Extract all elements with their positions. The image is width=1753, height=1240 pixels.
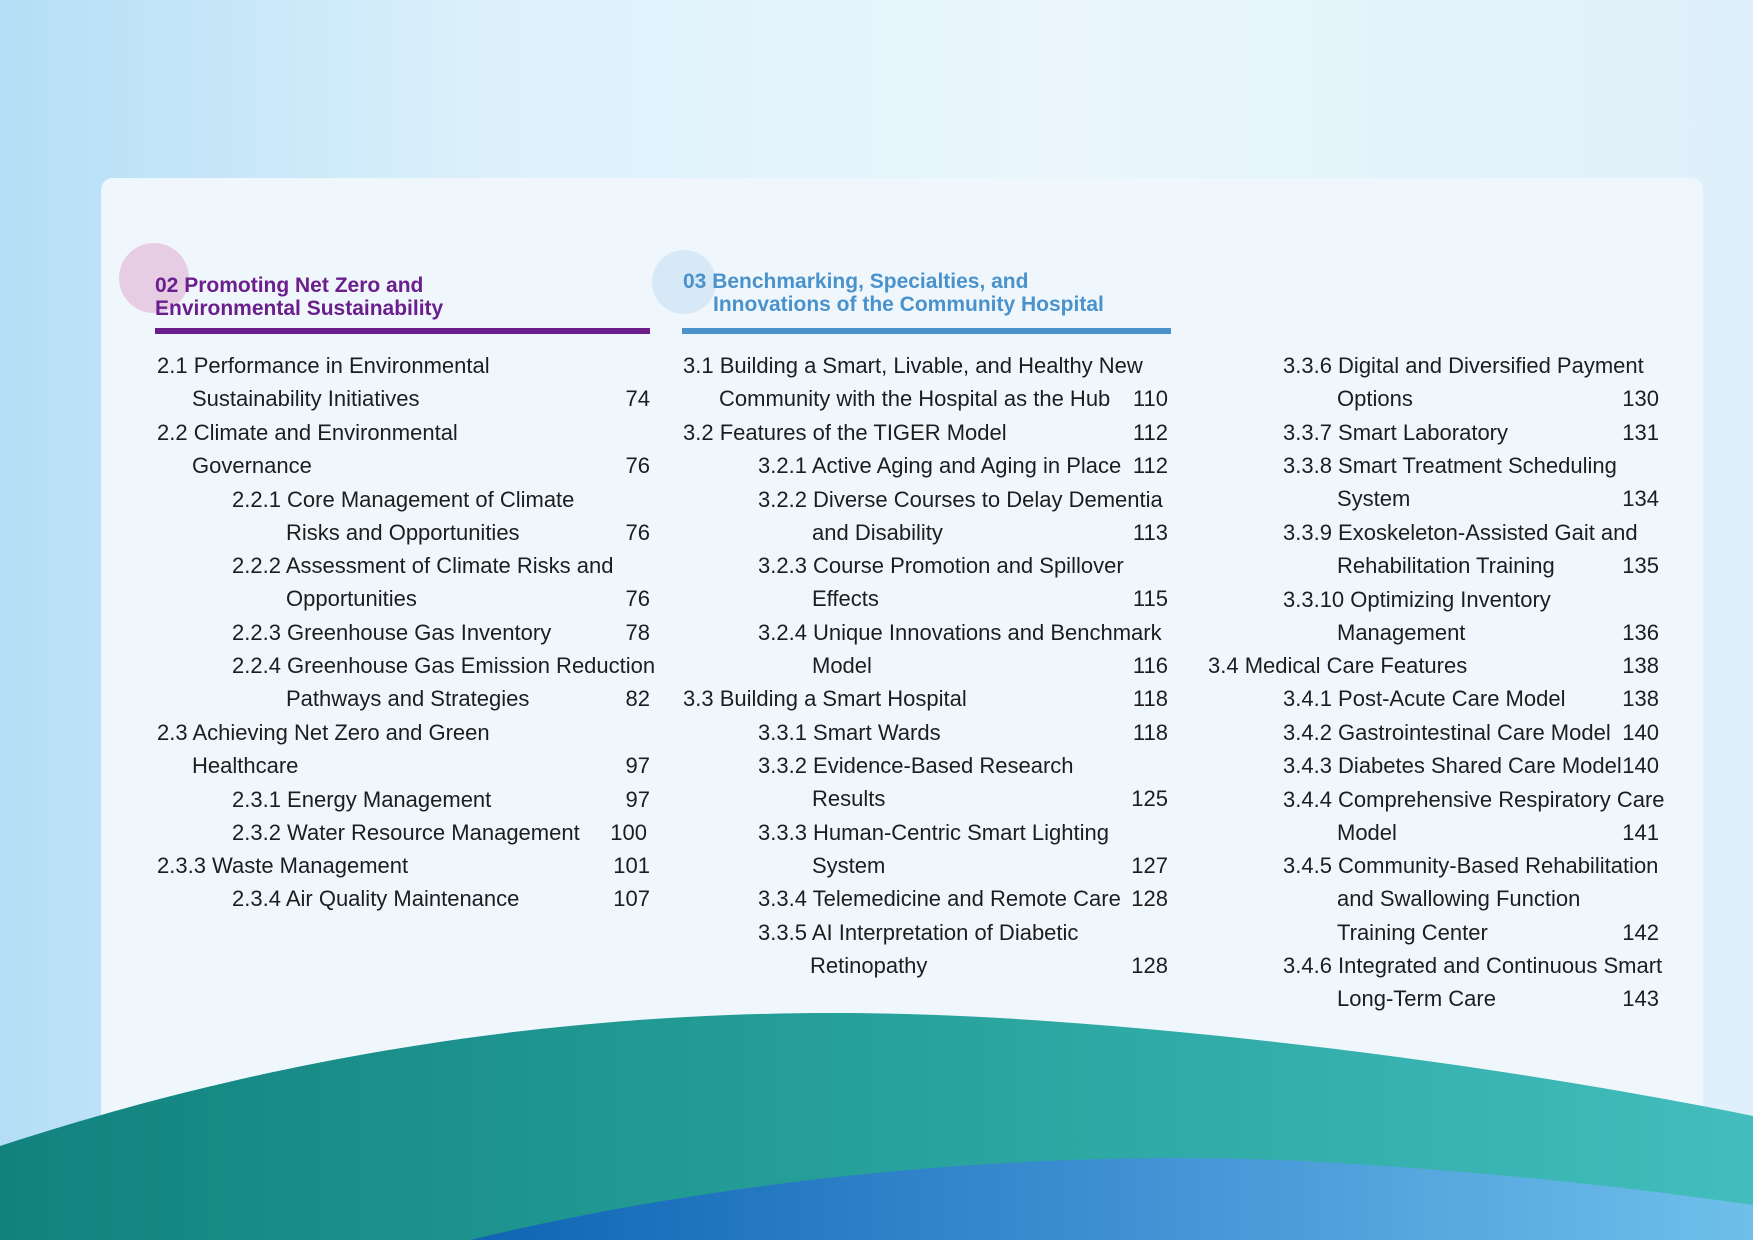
toc-page-number: 135 bbox=[1622, 553, 1659, 579]
toc-entry-title: 3.4.3 Diabetes Shared Care Model bbox=[1283, 753, 1622, 778]
toc-page-number: 130 bbox=[1622, 386, 1659, 412]
toc-page-number: 100 bbox=[610, 820, 647, 845]
toc-page-number: 138 bbox=[1622, 686, 1659, 711]
toc-entry-title: 3.4.1 Post-Acute Care Model bbox=[1283, 686, 1566, 711]
toc-entry-title: System bbox=[1337, 486, 1411, 512]
section-03-heading-line-1: 03 Benchmarking, Specialties, and bbox=[683, 270, 1029, 293]
toc-page-number: 82 bbox=[625, 686, 650, 712]
toc-entry-title: Long-Term Care bbox=[1337, 986, 1496, 1012]
toc-page-number: 140 bbox=[1622, 753, 1659, 778]
toc-page-number: 113 bbox=[1132, 520, 1168, 546]
toc-page-number: 78 bbox=[625, 620, 650, 645]
section-03-rule bbox=[682, 328, 1171, 334]
toc-entry-title: Retinopathy bbox=[810, 953, 928, 979]
toc-entry-title: Model bbox=[1337, 820, 1397, 846]
toc-entry-title: 3.4 Medical Care Features bbox=[1208, 653, 1468, 678]
toc-entry-title: 2.3.4 Air Quality Maintenance bbox=[232, 886, 520, 911]
toc-page-number: 97 bbox=[625, 753, 650, 779]
toc-entry-title: 2.2.3 Greenhouse Gas Inventory bbox=[232, 620, 552, 645]
toc-entry-title: 2.2.4 Greenhouse Gas Emission Reduction bbox=[232, 653, 656, 678]
toc-entry-title: 2.3 Achieving Net Zero and Green bbox=[157, 720, 490, 745]
toc-page-number: 76 bbox=[625, 586, 650, 612]
toc-entry-title: 3.3.3 Human-Centric Smart Lighting bbox=[758, 820, 1109, 845]
toc-entry-title: 2.2.1 Core Management of Climate bbox=[232, 487, 575, 512]
toc-entry-title: 3.3.2 Evidence-Based Research bbox=[758, 753, 1074, 778]
toc-entry-title: 3.3.6 Digital and Diversified Payment bbox=[1283, 353, 1644, 378]
toc-entry-title: Governance bbox=[192, 453, 312, 479]
toc-entry-title: 2.3.2 Water Resource Management bbox=[232, 820, 580, 845]
toc-entry-title: Community with the Hospital as the Hub bbox=[719, 386, 1111, 412]
toc-entry-title: 3.2.2 Diverse Courses to Delay Dementia bbox=[758, 487, 1163, 512]
toc-page-number: 142 bbox=[1622, 919, 1659, 945]
toc-page-number: 134 bbox=[1622, 486, 1659, 512]
toc-page-number: 125 bbox=[1131, 786, 1168, 812]
section-03-heading-line-2: Innovations of the Community Hospital bbox=[713, 293, 1104, 316]
toc-entry-title: Risks and Opportunities bbox=[286, 520, 520, 546]
toc-entry-title: 3.2.1 Active Aging and Aging in Place bbox=[758, 453, 1122, 478]
section-03-heading bbox=[683, 270, 1104, 316]
toc-entry-title: Effects bbox=[812, 586, 879, 612]
toc-entry-title: Training Center bbox=[1337, 919, 1488, 945]
toc-entry-title: 3.3.4 Telemedicine and Remote Care bbox=[758, 886, 1121, 911]
toc-entry-title: Model bbox=[812, 653, 872, 679]
toc-entry-title: Rehabilitation Training bbox=[1337, 553, 1555, 579]
section-02-rule bbox=[155, 328, 650, 334]
toc-entry-title: 2.3.1 Energy Management bbox=[232, 787, 492, 812]
toc-entry-title: 3.4.2 Gastrointestinal Care Model bbox=[1283, 720, 1611, 745]
toc-page-number: 128 bbox=[1131, 953, 1168, 979]
toc-page-number: 115 bbox=[1132, 586, 1168, 612]
toc-page-number: 112 bbox=[1132, 453, 1168, 478]
section-02-heading bbox=[155, 274, 443, 320]
toc-page-number: 118 bbox=[1132, 686, 1168, 711]
toc-page-number: 131 bbox=[1622, 420, 1659, 445]
toc-entry-title: 3.3.8 Smart Treatment Scheduling bbox=[1283, 453, 1617, 478]
toc-entry-title: and Swallowing Function bbox=[1337, 886, 1581, 912]
section-02-heading-line-2: Environmental Sustainability bbox=[155, 297, 444, 320]
toc-entry-title: Results bbox=[812, 786, 886, 812]
toc-entry-title: and Disability bbox=[812, 520, 943, 546]
toc-entry-title: 3.2.3 Course Promotion and Spillover bbox=[758, 553, 1124, 578]
section-02-heading-line-1: 02 Promoting Net Zero and bbox=[155, 274, 424, 297]
toc-page-number: 140 bbox=[1622, 720, 1659, 745]
toc-entry-title: System bbox=[812, 853, 886, 879]
toc-page-number: 74 bbox=[625, 386, 650, 412]
toc-entry-title: 3.3.1 Smart Wards bbox=[758, 720, 941, 745]
toc-page-number: 76 bbox=[625, 520, 650, 546]
toc-page-number: 116 bbox=[1132, 653, 1168, 679]
toc-entry-title: Management bbox=[1337, 620, 1466, 646]
toc-entry-title: 3.4.6 Integrated and Continuous Smart bbox=[1283, 953, 1663, 978]
toc-page-number: 143 bbox=[1622, 986, 1659, 1012]
toc-page-number: 110 bbox=[1132, 386, 1168, 412]
toc-page-number: 136 bbox=[1622, 620, 1659, 646]
toc-entry-title: 3.3.5 AI Interpretation of Diabetic bbox=[758, 920, 1079, 945]
toc-page-number: 141 bbox=[1622, 820, 1659, 846]
toc-page-number: 76 bbox=[625, 453, 650, 479]
toc-entry-title: Opportunities bbox=[286, 586, 417, 612]
toc-entry-title: 3.4.4 Comprehensive Respiratory Care bbox=[1283, 787, 1665, 812]
toc-page-number: 138 bbox=[1622, 653, 1659, 678]
toc-entry-title: 2.3.3 Waste Management bbox=[157, 853, 409, 878]
toc-entry-title: 3.2 Features of the TIGER Model bbox=[683, 420, 1007, 445]
toc-page-number: 127 bbox=[1131, 853, 1168, 879]
toc-entry-title: 3.3.10 Optimizing Inventory bbox=[1283, 587, 1551, 612]
toc-entry-title: 3.3 Building a Smart Hospital bbox=[683, 686, 967, 711]
toc-page-number: 101 bbox=[613, 853, 650, 878]
toc-entry-title: 2.2.2 Assessment of Climate Risks and bbox=[232, 553, 614, 578]
toc-page-number: 107 bbox=[613, 886, 650, 911]
toc-entry-title: 2.1 Performance in Environmental bbox=[157, 353, 490, 378]
toc-entry-title: Healthcare bbox=[192, 753, 299, 779]
toc-entry-title: 3.2.4 Unique Innovations and Benchmark bbox=[758, 620, 1162, 645]
toc-entry-title: Sustainability Initiatives bbox=[192, 386, 420, 412]
toc-page-number: 118 bbox=[1132, 720, 1168, 745]
toc-entry-title: 3.4.5 Community-Based Rehabilitation bbox=[1283, 853, 1659, 878]
toc-entry-title: 3.1 Building a Smart, Livable, and Healthy New bbox=[683, 353, 1143, 378]
toc-page-number: 112 bbox=[1132, 420, 1168, 445]
toc-entry-title: 3.3.7 Smart Laboratory bbox=[1283, 420, 1509, 445]
toc-entry-title: Options bbox=[1337, 386, 1413, 412]
toc-entry-title: 3.3.9 Exoskeleton-Assisted Gait and bbox=[1283, 520, 1638, 545]
toc-page-number: 97 bbox=[625, 787, 650, 812]
toc-entry-title: 2.2 Climate and Environmental bbox=[157, 420, 458, 445]
toc-entry-title: Pathways and Strategies bbox=[286, 686, 530, 712]
toc-page-number: 128 bbox=[1131, 886, 1168, 911]
